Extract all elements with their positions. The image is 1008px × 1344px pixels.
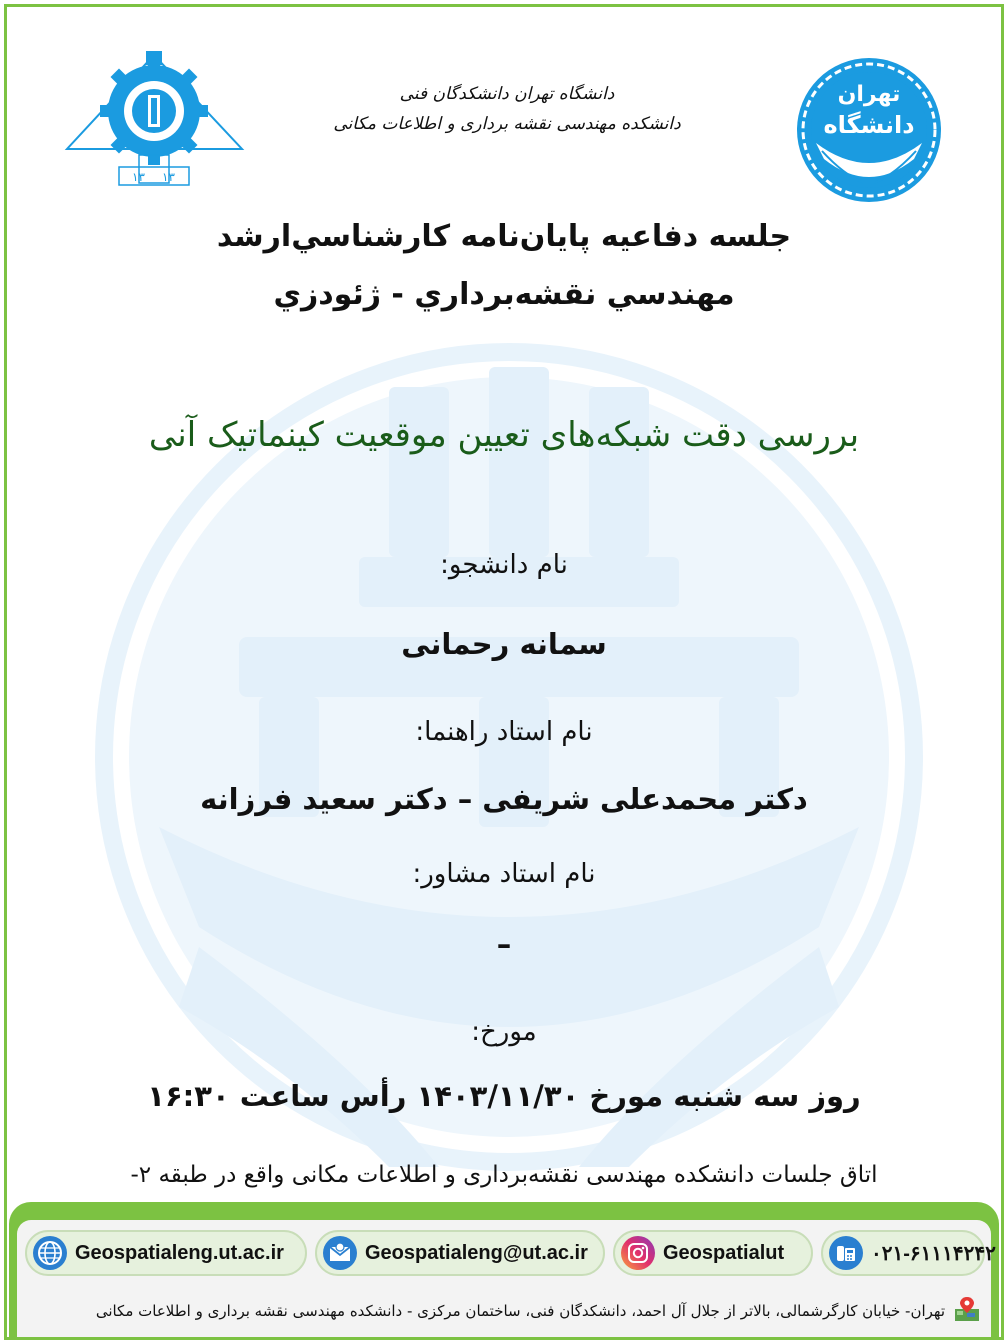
website-text: Geospatialeng.ut.ac.ir [75, 1241, 284, 1264]
globe-icon [33, 1236, 67, 1270]
address-text: تهران- خیابان کارگرشمالی، بالاتر از جلال آل احمد، دانشکدگان فنی، ساختمان مرکزی - دانشکده مهندسی نقشه برداری و اطلاعات مکانی [95, 1302, 945, 1320]
instagram-link[interactable] [613, 1230, 813, 1276]
engineering-faculty-logo [57, 49, 252, 189]
thesis-title: بررسی دقت شبکه‌های تعیین موقعیت کینماتیک آنی [148, 415, 860, 455]
date-label: مورخ: [471, 1017, 537, 1047]
email-icon [323, 1236, 357, 1270]
phone-icon [829, 1236, 863, 1270]
email-link[interactable] [315, 1230, 605, 1276]
date-value: روز سه شنبه مورخ ۱۴۰۳/۱۱/۳۰ رأس ساعت ۱۶:۳۰ [147, 1079, 861, 1113]
email-text: Geospatialeng@ut.ac.ir [365, 1241, 588, 1264]
logo-year-left: ۱۳ [132, 170, 145, 184]
address [27, 1296, 981, 1326]
room-location: اتاق جلسات دانشکده مهندسی نقشه‌برداری و اطلاعات مکانی واقع در طبقه ۲- [130, 1162, 878, 1188]
instagram-text: Geospatialut [663, 1241, 785, 1264]
student-label: نام دانشجو: [440, 550, 568, 580]
footer [9, 1202, 999, 1340]
university-line: دانشگاه تهران دانشکدگان فنی [399, 84, 615, 104]
university-of-tehran-logo [794, 55, 944, 205]
title-line-1: جلسه دفاعيه پايان‌نامه كارشناسي‌ارشد [216, 219, 792, 254]
faculty-line: دانشکده مهندسی نقشه برداری و اطلاعات مکانی [333, 114, 681, 134]
phone-link[interactable] [821, 1230, 996, 1276]
poster-frame [4, 4, 1004, 1340]
location-icon [953, 1295, 981, 1327]
footer-inner [17, 1220, 996, 1340]
website-link[interactable] [25, 1230, 307, 1276]
consultant-label: نام استاد مشاور: [412, 859, 596, 889]
student-name: سمانه رحمانی [401, 627, 607, 661]
consultant-name: – [496, 927, 512, 961]
header-text [307, 79, 707, 139]
logo-year-right: ۱۳ [162, 170, 175, 184]
instagram-icon [621, 1236, 655, 1270]
advisor-label: نام استاد راهنما: [415, 717, 593, 747]
logo-text-bottom: دانشگاه [823, 111, 915, 139]
title-line-2: مهندسي نقشه‌برداري - ژئودزي [273, 277, 735, 312]
logo-text-top: تهران [837, 82, 901, 107]
phone-text: ۰۲۱-۶۱۱۱۴۲۴۲ [871, 1242, 996, 1265]
advisor-name: دکتر محمدعلی شریفی – دکتر سعید فرزانه [200, 782, 808, 816]
